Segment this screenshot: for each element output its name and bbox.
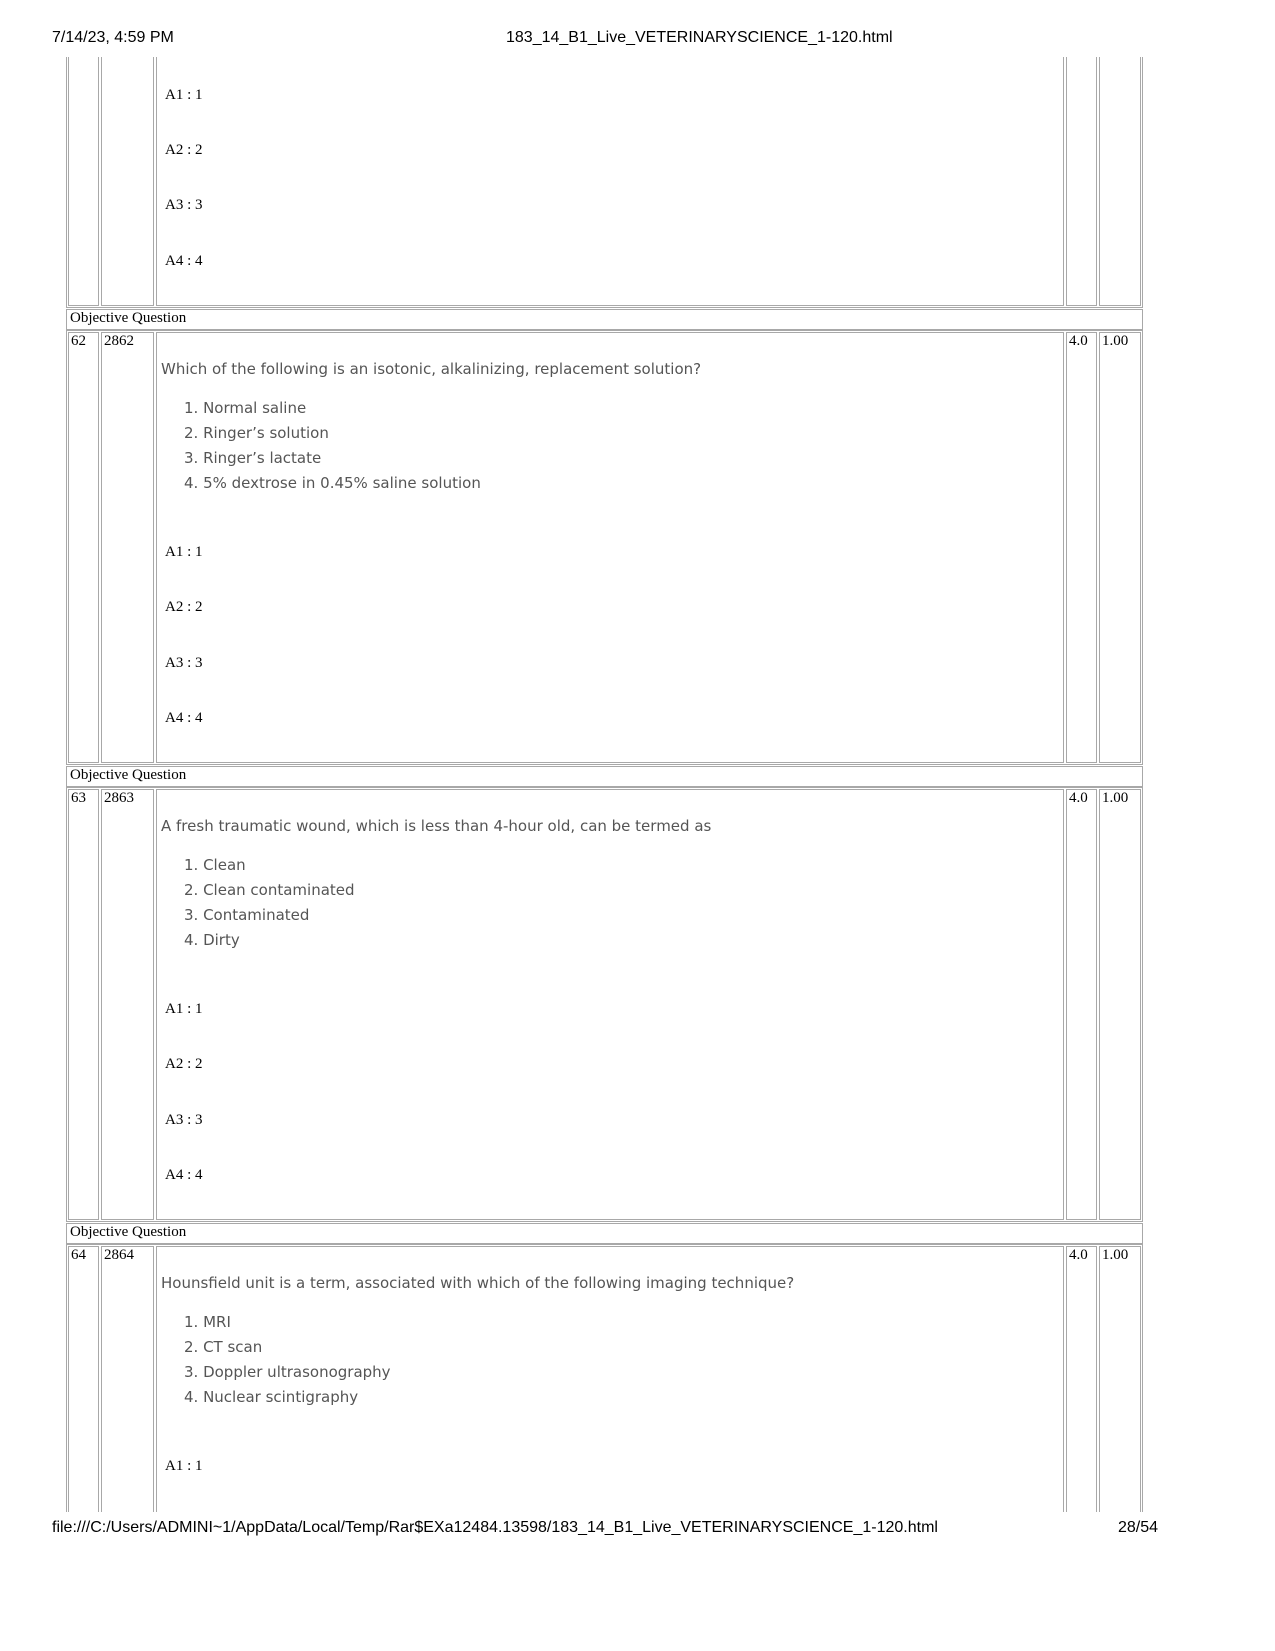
option-list <box>184 853 355 953</box>
answer-option: A1 : 1 <box>165 544 203 560</box>
option-item: 2. Ringer’s solution <box>184 424 329 442</box>
section-label-row <box>66 1223 1143 1244</box>
option-item: 1. Normal saline <box>184 399 307 417</box>
neg-cell <box>1099 57 1141 306</box>
question-id: 2863 <box>104 790 134 806</box>
section-label: Objective Question <box>70 1224 187 1240</box>
answer-option: A2 : 2 <box>165 142 203 158</box>
question-negative-marks: 1.00 <box>1102 790 1129 806</box>
marks-cell <box>1066 1246 1097 1512</box>
answer-option: A3 : 3 <box>165 655 203 671</box>
sno-cell <box>68 789 99 1220</box>
answer-option: A4 : 4 <box>165 253 203 269</box>
section-label: Objective Question <box>70 767 187 783</box>
option-item: 4. Nuclear scintigraphy <box>184 1388 359 1406</box>
answer-option: A4 : 4 <box>165 1167 203 1183</box>
section-label-row <box>66 309 1143 330</box>
question-marks: 4.0 <box>1069 333 1088 349</box>
print-page-number: 28/54 <box>1118 1519 1159 1536</box>
qid-cell <box>101 57 154 306</box>
question-serial: 64 <box>71 1247 86 1263</box>
question-id: 2864 <box>104 1247 134 1263</box>
marks-cell <box>1066 332 1097 763</box>
question-marks: 4.0 <box>1069 1247 1088 1263</box>
option-item: 3. Contaminated <box>184 906 310 924</box>
qid-cell <box>101 789 154 1220</box>
question-id: 2862 <box>104 333 134 349</box>
option-item: 3. Ringer’s lactate <box>184 449 322 467</box>
answer-option: A2 : 2 <box>165 599 203 615</box>
print-doc-title: 183_14_B1_Live_VETERINARYSCIENCE_1-120.html <box>506 29 893 46</box>
section-label: Objective Question <box>70 310 187 326</box>
question-text: A fresh traumatic wound, which is less than 4-hour old, can be termed as <box>161 817 712 835</box>
answer-option: A1 : 1 <box>165 1458 203 1474</box>
marks-cell <box>1066 789 1097 1220</box>
content-cell <box>156 57 1064 306</box>
qid-cell <box>101 1246 154 1512</box>
answer-option: A3 : 3 <box>165 197 203 213</box>
sno-cell <box>68 1246 99 1512</box>
sno-cell <box>68 332 99 763</box>
marks-cell <box>1066 57 1097 306</box>
print-datetime: 7/14/23, 4:59 PM <box>52 29 174 46</box>
option-item: 2. CT scan <box>184 1338 263 1356</box>
question-negative-marks: 1.00 <box>1102 1247 1129 1263</box>
neg-cell <box>1099 332 1141 763</box>
option-item: 1. MRI <box>184 1313 231 1331</box>
section-label-row <box>66 766 1143 787</box>
question-text: Which of the following is an isotonic, alkalinizing, replacement solution? <box>161 360 702 378</box>
print-file-path: file:///C:/Users/ADMINI~1/AppData/Local/Temp/Rar$EXa12484.13598/183_14_B1_Live_VETERINARYSCIENCE_1-120.html <box>52 1519 938 1536</box>
option-list <box>184 1310 391 1410</box>
qid-cell <box>101 332 154 763</box>
answer-option: A4 : 4 <box>165 710 203 726</box>
answer-option: A2 : 2 <box>165 1056 203 1072</box>
answer-option: A1 : 1 <box>165 1001 203 1017</box>
question-negative-marks: 1.00 <box>1102 333 1129 349</box>
option-item: 4. Dirty <box>184 931 240 949</box>
neg-cell <box>1099 1246 1141 1512</box>
question-text: Hounsfield unit is a term, associated with which of the following imaging technique? <box>161 1274 795 1292</box>
question-serial: 62 <box>71 333 86 349</box>
neg-cell <box>1099 789 1141 1220</box>
answer-option: A1 : 1 <box>165 87 203 103</box>
option-item: 3. Doppler ultrasonography <box>184 1363 391 1381</box>
option-item: 2. Clean contaminated <box>184 881 355 899</box>
question-serial: 63 <box>71 790 86 806</box>
option-item: 1. Clean <box>184 856 246 874</box>
answer-option: A3 : 3 <box>165 1112 203 1128</box>
sno-cell <box>68 57 99 306</box>
question-marks: 4.0 <box>1069 790 1088 806</box>
option-list <box>184 396 481 496</box>
option-item: 4. 5% dextrose in 0.45% saline solution <box>184 474 481 492</box>
